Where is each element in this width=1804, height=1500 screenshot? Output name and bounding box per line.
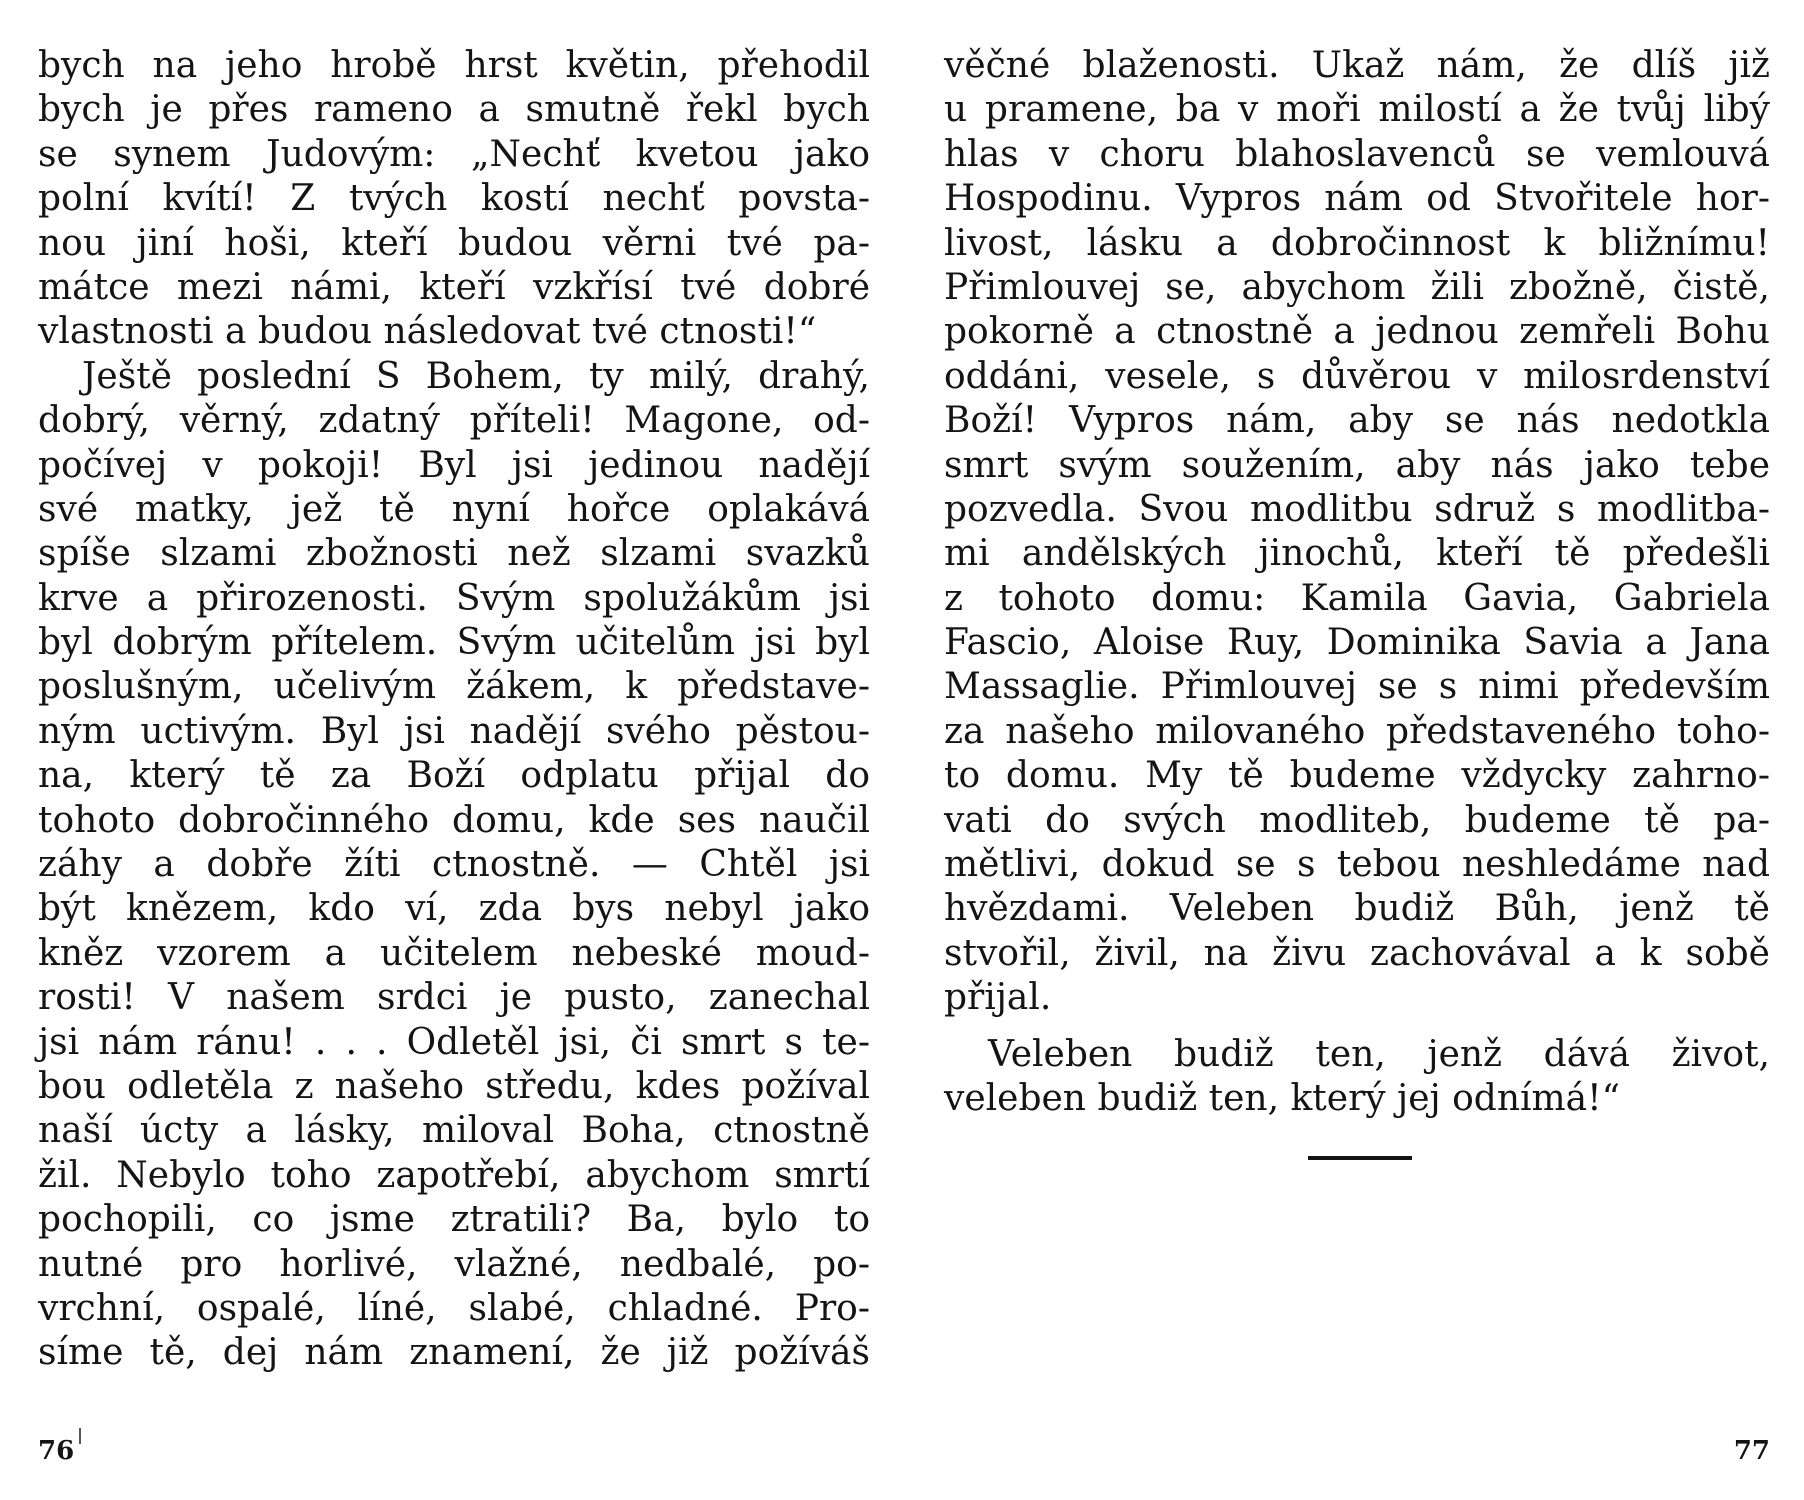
text-line: mětlivi, dokud se s tebou neshledáme nad bbox=[944, 844, 1770, 886]
text-line: Fascio, Aloise Ruy, Dominika Savia a Jana bbox=[944, 622, 1770, 664]
right-page bbox=[902, 0, 1804, 1500]
text-line: vati do svých modliteb, budeme tě pa- bbox=[944, 799, 1770, 841]
text-line: oddáni, vesele, s důvěrou v milosrdenství bbox=[944, 355, 1770, 397]
text-line: kněz vzorem a učitelem nebeské moud- bbox=[38, 932, 870, 974]
text-line: mi andělských jinochů, kteří tě předešli bbox=[944, 533, 1770, 575]
text-line: věčné blaženosti. Ukaž nám, že dlíš již bbox=[944, 45, 1770, 86]
text-line: počívej v pokoji! Byl jsi jedinou nadějí bbox=[38, 444, 870, 486]
print-speck bbox=[79, 1428, 81, 1444]
text-line: za našeho milovaného představeného toho- bbox=[944, 710, 1770, 752]
text-line: pozvedla. Svou modlitbu sdruž s modlitba- bbox=[944, 488, 1770, 530]
text-line: Massaglie. Přimlouvej se s nimi především bbox=[944, 666, 1770, 708]
text-line: vlastnosti a budou následovat tvé ctnosti!“ bbox=[38, 311, 817, 353]
text-line: být knězem, kdo ví, zda bys nebyl jako bbox=[38, 888, 870, 930]
text-line: Hospodinu. Vypros nám od Stvořitele hor- bbox=[944, 178, 1770, 220]
text-line: Přimlouvej se, abychom žili zbožně, čistě, bbox=[944, 266, 1770, 308]
text-line: z tohoto domu: Kamila Gavia, Gabriela bbox=[944, 577, 1770, 619]
text-line: jsi nám ránu! . . . Odletěl jsi, či smrt s te- bbox=[38, 1021, 870, 1063]
text-line: rosti! V našem srdci je pusto, zanechal bbox=[38, 977, 870, 1019]
paragraph-gap bbox=[944, 1021, 1770, 1033]
text-line: záhy a dobře žíti ctnostně. — Chtěl jsi bbox=[38, 844, 870, 886]
text-line: to domu. My tě budeme vždycky zahrno- bbox=[944, 755, 1770, 797]
paragraph-first-line: Veleben budiž ten, jenž dává život, bbox=[988, 1033, 1770, 1075]
page-number-right: 77 bbox=[1733, 1436, 1770, 1466]
text-line: stvořil, živil, na živu zachovával a k sobě bbox=[944, 932, 1770, 974]
text-line: dobrý, věrný, zdatný příteli! Magone, od- bbox=[38, 400, 870, 442]
left-text-column bbox=[38, 44, 870, 1376]
text-line: smrt svým soužením, aby nás jako tebe bbox=[944, 444, 1770, 486]
text-line: Boží! Vypros nám, aby se nás nedotkla bbox=[944, 400, 1770, 442]
text-line: hlas v choru blahoslavenců se vemlouvá bbox=[944, 133, 1770, 175]
text-line: polní kvítí! Z tvých kostí nechť povsta- bbox=[38, 178, 870, 220]
text-line: nutné pro horlivé, vlažné, nedbalé, po- bbox=[38, 1243, 870, 1285]
text-line: spíše slzami zbožnosti než slzami svazků bbox=[38, 533, 870, 575]
paragraph-first-line: Ještě poslední S Bohem, ty milý, drahý, bbox=[82, 355, 870, 397]
text-line: poslušným, učelivým žákem, k představe- bbox=[38, 666, 870, 708]
text-line: hvězdami. Veleben budiž Bůh, jenž tě bbox=[944, 888, 1770, 930]
right-text-column bbox=[944, 44, 1770, 1121]
text-line: byl dobrým přítelem. Svým učitelům jsi byl bbox=[38, 622, 870, 664]
chapter-end-rule bbox=[1308, 1156, 1412, 1160]
text-line: pokorně a ctnostně a jednou zemřeli Bohu bbox=[944, 311, 1770, 353]
text-line: livost, lásku a dobročinnost k bližnímu! bbox=[944, 222, 1770, 264]
text-line: mátce mezi námi, kteří vzkřísí tvé dobré bbox=[38, 266, 870, 308]
text-line: tohoto dobročinného domu, kde ses naučil bbox=[38, 799, 870, 841]
text-line: na, který tě za Boží odplatu přijal do bbox=[38, 755, 870, 797]
text-line: své matky, jež tě nyní hořce oplakává bbox=[38, 488, 870, 530]
text-line: bych na jeho hrobě hrst květin, přehodil bbox=[38, 45, 870, 86]
text-line: vrchní, ospalé, líné, slabé, chladné. Pro- bbox=[38, 1287, 870, 1329]
text-line: síme tě, dej nám znamení, že již požíváš bbox=[38, 1332, 870, 1374]
text-line: žil. Nebylo toho zapotřebí, abychom smrtí bbox=[38, 1154, 870, 1196]
text-line: nou jiní hoši, kteří budou věrni tvé pa- bbox=[38, 222, 870, 264]
text-line: u pramene, ba v moři milostí a že tvůj libý bbox=[944, 89, 1770, 131]
text-line: ným uctivým. Byl jsi nadějí svého pěstou- bbox=[38, 710, 870, 752]
text-line: veleben budiž ten, který jej odnímá!“ bbox=[944, 1077, 1621, 1119]
text-line: se synem Judovým: „Nechť kvetou jako bbox=[38, 133, 870, 175]
text-line: krve a přirozenosti. Svým spolužákům jsi bbox=[38, 577, 870, 619]
text-line: přijal. bbox=[944, 977, 1052, 1019]
text-line: pochopili, co jsme ztratili? Ba, bylo to bbox=[38, 1199, 870, 1241]
page-number-left: 76 bbox=[38, 1436, 75, 1466]
text-line: bou odletěla z našeho středu, kdes požíval bbox=[38, 1065, 870, 1107]
text-line: bych je přes rameno a smutně řekl bych bbox=[38, 89, 870, 131]
text-line: naší úcty a lásky, miloval Boha, ctnostně bbox=[38, 1110, 870, 1152]
